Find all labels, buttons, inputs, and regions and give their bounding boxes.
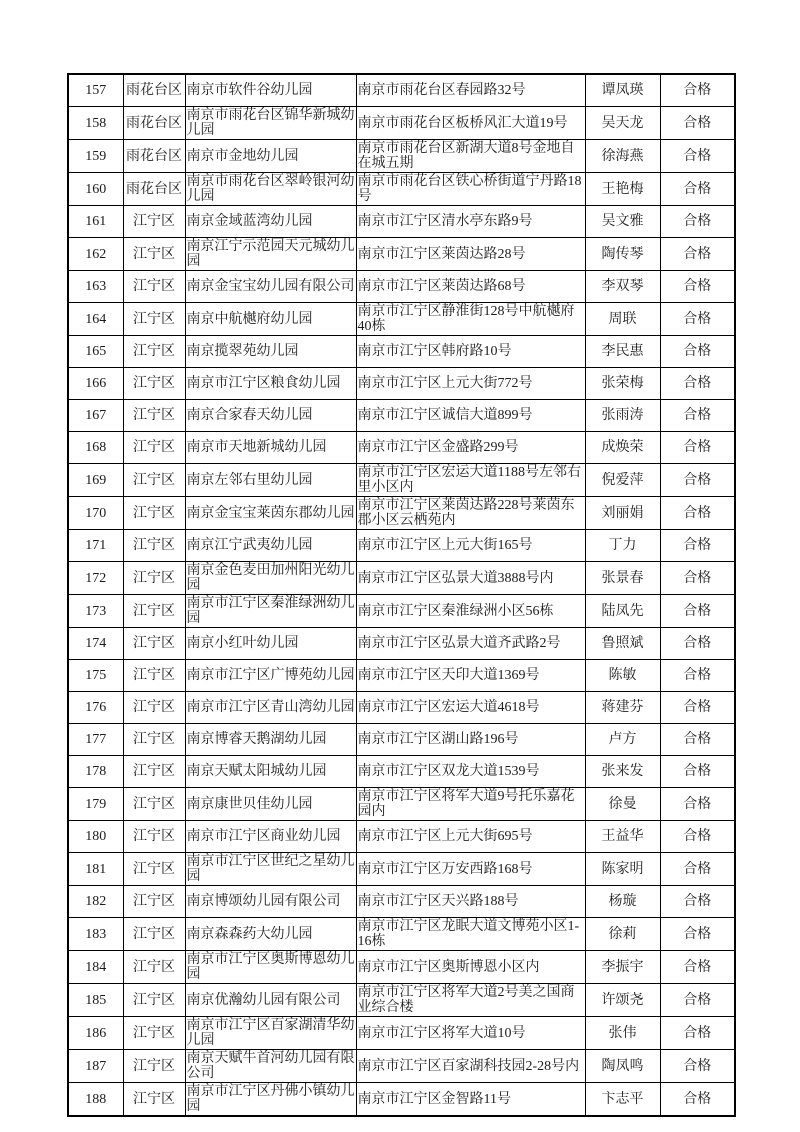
cell-person: 鲁照斌 — [585, 628, 660, 660]
cell-district: 江宁区 — [123, 756, 185, 788]
table-row — [68, 595, 735, 628]
table-row — [68, 853, 735, 886]
cell-district: 江宁区 — [123, 595, 185, 628]
cell-name: 南京天赋太阳城幼儿园 — [185, 756, 356, 788]
cell-person: 陶传琴 — [585, 238, 660, 271]
table-row — [68, 336, 735, 368]
table-row — [68, 628, 735, 660]
cell-address: 南京市江宁区宏运大道1188号左邻右里小区内 — [356, 464, 585, 497]
cell-status: 合格 — [660, 562, 735, 595]
cell-no: 162 — [68, 238, 123, 271]
cell-address: 南京市江宁区莱茵达路228号莱茵东郡小区云栖苑内 — [356, 497, 585, 530]
cell-status: 合格 — [660, 660, 735, 692]
cell-name: 南京博颂幼儿园有限公司 — [185, 886, 356, 918]
cell-district: 江宁区 — [123, 1083, 185, 1117]
cell-address: 南京市江宁区百家湖科技园2-28号内 — [356, 1050, 585, 1083]
cell-name: 南京市江宁区广博苑幼儿园 — [185, 660, 356, 692]
cell-name: 南京中航樾府幼儿园 — [185, 303, 356, 336]
cell-status: 合格 — [660, 595, 735, 628]
cell-person: 蒋建芬 — [585, 692, 660, 724]
cell-status: 合格 — [660, 886, 735, 918]
cell-no: 157 — [68, 74, 123, 107]
cell-person: 王益华 — [585, 821, 660, 853]
cell-address: 南京市江宁区宏运大道4618号 — [356, 692, 585, 724]
cell-no: 167 — [68, 400, 123, 432]
table-row — [68, 1050, 735, 1083]
cell-person: 陶凤鸣 — [585, 1050, 660, 1083]
cell-address: 南京市江宁区秦淮绿洲小区56栋 — [356, 595, 585, 628]
cell-district: 江宁区 — [123, 562, 185, 595]
cell-status: 合格 — [660, 918, 735, 951]
table-row — [68, 1017, 735, 1050]
cell-district: 江宁区 — [123, 886, 185, 918]
cell-name: 南京优瀚幼儿园有限公司 — [185, 984, 356, 1017]
cell-address: 南京市江宁区莱茵达路68号 — [356, 271, 585, 303]
cell-name: 南京市江宁区青山湾幼儿园 — [185, 692, 356, 724]
cell-address: 南京市江宁区弘景大道齐武路2号 — [356, 628, 585, 660]
cell-no: 180 — [68, 821, 123, 853]
cell-person: 陈敏 — [585, 660, 660, 692]
cell-person: 张荣梅 — [585, 368, 660, 400]
cell-no: 170 — [68, 497, 123, 530]
cell-district: 江宁区 — [123, 432, 185, 464]
table-row — [68, 140, 735, 173]
table-row — [68, 238, 735, 271]
cell-district: 江宁区 — [123, 821, 185, 853]
cell-address: 南京市江宁区上元大街695号 — [356, 821, 585, 853]
cell-district: 江宁区 — [123, 336, 185, 368]
cell-person: 徐曼 — [585, 788, 660, 821]
cell-address: 南京市江宁区诚信大道899号 — [356, 400, 585, 432]
table-row — [68, 368, 735, 400]
cell-address: 南京市江宁区龙眠大道文博苑小区1-16栋 — [356, 918, 585, 951]
cell-address: 南京市江宁区莱茵达路28号 — [356, 238, 585, 271]
cell-status: 合格 — [660, 530, 735, 562]
cell-status: 合格 — [660, 206, 735, 238]
table-row — [68, 271, 735, 303]
cell-person: 王艳梅 — [585, 173, 660, 206]
table-row — [68, 788, 735, 821]
cell-district: 江宁区 — [123, 530, 185, 562]
cell-person: 刘丽娟 — [585, 497, 660, 530]
cell-district: 江宁区 — [123, 464, 185, 497]
cell-person: 陆凤先 — [585, 595, 660, 628]
cell-person: 陈家明 — [585, 853, 660, 886]
cell-person: 杨璇 — [585, 886, 660, 918]
table-row — [68, 562, 735, 595]
cell-person: 张来发 — [585, 756, 660, 788]
cell-district: 江宁区 — [123, 497, 185, 530]
table-row — [68, 74, 735, 107]
cell-name: 南京金宝宝幼儿园有限公司 — [185, 271, 356, 303]
cell-no: 175 — [68, 660, 123, 692]
cell-no: 186 — [68, 1017, 123, 1050]
cell-no: 160 — [68, 173, 123, 206]
cell-status: 合格 — [660, 1083, 735, 1117]
cell-district: 江宁区 — [123, 400, 185, 432]
table-row — [68, 756, 735, 788]
cell-no: 184 — [68, 951, 123, 984]
kindergarten-inspection-table — [67, 73, 736, 1117]
cell-status: 合格 — [660, 140, 735, 173]
cell-no: 173 — [68, 595, 123, 628]
table-row — [68, 660, 735, 692]
cell-district: 江宁区 — [123, 368, 185, 400]
cell-no: 188 — [68, 1083, 123, 1117]
cell-name: 南京江宁示范园天元城幼儿园 — [186, 239, 355, 269]
table-body — [68, 74, 735, 1116]
cell-no: 181 — [68, 853, 123, 886]
cell-address: 南京市江宁区湖山路196号 — [356, 724, 585, 756]
cell-status: 合格 — [660, 724, 735, 756]
cell-no: 177 — [68, 724, 123, 756]
cell-person: 丁力 — [585, 530, 660, 562]
cell-person: 倪爱萍 — [585, 464, 660, 497]
cell-status: 合格 — [660, 400, 735, 432]
table-row — [68, 918, 735, 951]
cell-status: 合格 — [660, 853, 735, 886]
cell-district: 江宁区 — [123, 853, 185, 886]
cell-name: 南京金色麦田加州阳光幼儿园 — [186, 563, 355, 593]
cell-address: 南京市江宁区将军大道2号美之国商业综合楼 — [356, 984, 585, 1017]
cell-district: 江宁区 — [123, 724, 185, 756]
cell-name: 南京揽翠苑幼儿园 — [185, 336, 356, 368]
cell-person: 徐莉 — [585, 918, 660, 951]
cell-person: 许颂尧 — [585, 984, 660, 1017]
cell-district: 江宁区 — [123, 1017, 185, 1050]
cell-district: 江宁区 — [123, 918, 185, 951]
table-row — [68, 107, 735, 140]
cell-district: 江宁区 — [123, 660, 185, 692]
cell-person: 张景春 — [585, 562, 660, 595]
table-row — [68, 1083, 735, 1117]
cell-name: 南京小红叶幼儿园 — [185, 628, 356, 660]
cell-no: 165 — [68, 336, 123, 368]
cell-address: 南京市雨花台区铁心桥街道宁丹路18号 — [356, 173, 585, 206]
cell-district: 江宁区 — [123, 692, 185, 724]
cell-no: 166 — [68, 368, 123, 400]
cell-status: 合格 — [660, 497, 735, 530]
cell-address: 南京市江宁区上元大街772号 — [356, 368, 585, 400]
table-row — [68, 886, 735, 918]
cell-status: 合格 — [660, 303, 735, 336]
cell-no: 171 — [68, 530, 123, 562]
cell-address: 南京市江宁区双龙大道1539号 — [356, 756, 585, 788]
cell-no: 161 — [68, 206, 123, 238]
cell-no: 187 — [68, 1050, 123, 1083]
cell-no: 179 — [68, 788, 123, 821]
cell-address: 南京市雨花台区板桥风汇大道19号 — [356, 107, 585, 140]
cell-name: 南京市江宁区秦淮绿洲幼儿园 — [186, 596, 355, 626]
cell-no: 159 — [68, 140, 123, 173]
cell-person: 卞志平 — [585, 1083, 660, 1117]
cell-status: 合格 — [660, 368, 735, 400]
table-row — [68, 173, 735, 206]
cell-name: 南京博睿天鹅湖幼儿园 — [185, 724, 356, 756]
cell-name: 南京市江宁区丹佛小镇幼儿园 — [186, 1084, 355, 1114]
cell-address: 南京市江宁区韩府路10号 — [356, 336, 585, 368]
cell-status: 合格 — [660, 692, 735, 724]
cell-address: 南京市江宁区金智路11号 — [356, 1083, 585, 1117]
table-row — [68, 464, 735, 497]
cell-name: 南京市金地幼儿园 — [185, 140, 356, 173]
cell-no: 176 — [68, 692, 123, 724]
cell-district: 江宁区 — [123, 271, 185, 303]
cell-no: 168 — [68, 432, 123, 464]
cell-district: 江宁区 — [123, 238, 185, 271]
cell-address: 南京市江宁区天兴路188号 — [356, 886, 585, 918]
cell-status: 合格 — [660, 984, 735, 1017]
cell-status: 合格 — [660, 788, 735, 821]
cell-name: 南京天赋牛首河幼儿园有限公司 — [186, 1051, 355, 1081]
cell-no: 164 — [68, 303, 123, 336]
cell-district: 雨花台区 — [123, 74, 185, 107]
cell-person: 成焕荣 — [585, 432, 660, 464]
cell-person: 吴天龙 — [585, 107, 660, 140]
table-row — [68, 206, 735, 238]
cell-name: 南京森森药大幼儿园 — [185, 918, 356, 951]
cell-district: 江宁区 — [123, 788, 185, 821]
cell-address: 南京市江宁区上元大街165号 — [356, 530, 585, 562]
cell-address: 南京市雨花台区春园路32号 — [356, 74, 585, 107]
cell-status: 合格 — [660, 107, 735, 140]
cell-status: 合格 — [660, 1017, 735, 1050]
table-row — [68, 951, 735, 984]
table-row — [68, 432, 735, 464]
cell-address: 南京市江宁区奥斯博恩小区内 — [356, 951, 585, 984]
table-row — [68, 400, 735, 432]
cell-name: 南京市江宁区粮食幼儿园 — [185, 368, 356, 400]
cell-no: 169 — [68, 464, 123, 497]
cell-person: 周联 — [585, 303, 660, 336]
cell-no: 163 — [68, 271, 123, 303]
cell-no: 183 — [68, 918, 123, 951]
cell-name: 南京金宝宝莱茵东郡幼儿园 — [185, 497, 356, 530]
cell-address: 南京市江宁区金盛路299号 — [356, 432, 585, 464]
cell-district: 江宁区 — [123, 628, 185, 660]
cell-district: 江宁区 — [123, 1050, 185, 1083]
cell-address: 南京市江宁区弘景大道3888号内 — [356, 562, 585, 595]
cell-person: 吴文雅 — [585, 206, 660, 238]
table-row — [68, 821, 735, 853]
cell-person: 李振宇 — [585, 951, 660, 984]
cell-status: 合格 — [660, 951, 735, 984]
cell-person: 李民惠 — [585, 336, 660, 368]
cell-district: 江宁区 — [123, 984, 185, 1017]
cell-status: 合格 — [660, 173, 735, 206]
table-row — [68, 530, 735, 562]
table-row — [68, 497, 735, 530]
cell-status: 合格 — [660, 821, 735, 853]
cell-status: 合格 — [660, 1050, 735, 1083]
cell-address: 南京市雨花台区新湖大道8号金地自在城五期 — [356, 140, 585, 173]
cell-status: 合格 — [660, 271, 735, 303]
cell-no: 185 — [68, 984, 123, 1017]
cell-address: 南京市江宁区静淮街128号中航樾府40栋 — [356, 303, 585, 336]
cell-district: 江宁区 — [123, 206, 185, 238]
cell-name: 南京金域蓝湾幼儿园 — [185, 206, 356, 238]
cell-address: 南京市江宁区天印大道1369号 — [356, 660, 585, 692]
cell-name: 南京市雨花台区锦华新城幼儿园 — [186, 108, 355, 138]
cell-name: 南京市江宁区奥斯博恩幼儿园 — [186, 952, 355, 982]
cell-name: 南京市天地新城幼儿园 — [185, 432, 356, 464]
cell-name: 南京市软件谷幼儿园 — [185, 74, 356, 107]
cell-status: 合格 — [660, 756, 735, 788]
table-row — [68, 724, 735, 756]
cell-name: 南京市江宁区世纪之星幼儿园 — [186, 854, 355, 884]
table-row — [68, 303, 735, 336]
table-row — [68, 692, 735, 724]
cell-no: 182 — [68, 886, 123, 918]
cell-status: 合格 — [660, 432, 735, 464]
cell-no: 178 — [68, 756, 123, 788]
cell-no: 158 — [68, 107, 123, 140]
cell-district: 雨花台区 — [123, 140, 185, 173]
cell-name: 南京市江宁区百家湖清华幼儿园 — [186, 1018, 355, 1048]
cell-person: 徐海燕 — [585, 140, 660, 173]
cell-name: 南京左邻右里幼儿园 — [185, 464, 356, 497]
cell-district: 雨花台区 — [123, 173, 185, 206]
cell-no: 172 — [68, 562, 123, 595]
cell-address: 南京市江宁区将军大道10号 — [356, 1017, 585, 1050]
cell-district: 江宁区 — [123, 951, 185, 984]
cell-address: 南京市江宁区清水亭东路9号 — [356, 206, 585, 238]
table-row — [68, 984, 735, 1017]
cell-status: 合格 — [660, 238, 735, 271]
cell-person: 卢方 — [585, 724, 660, 756]
cell-address: 南京市江宁区万安西路168号 — [356, 853, 585, 886]
cell-name: 南京合家春天幼儿园 — [185, 400, 356, 432]
cell-person: 张雨涛 — [585, 400, 660, 432]
cell-person: 谭凤瑛 — [585, 74, 660, 107]
cell-district: 雨花台区 — [123, 107, 185, 140]
cell-name: 南京康世贝佳幼儿园 — [185, 788, 356, 821]
cell-person: 李双琴 — [585, 271, 660, 303]
cell-status: 合格 — [660, 628, 735, 660]
cell-status: 合格 — [660, 336, 735, 368]
cell-address: 南京市江宁区将军大道9号托乐嘉花园内 — [356, 788, 585, 821]
cell-name: 南京市雨花台区翠岭银河幼儿园 — [186, 174, 355, 204]
cell-district: 江宁区 — [123, 303, 185, 336]
cell-person: 张伟 — [585, 1017, 660, 1050]
cell-no: 174 — [68, 628, 123, 660]
cell-status: 合格 — [660, 74, 735, 107]
cell-status: 合格 — [660, 464, 735, 497]
cell-name: 南京江宁武夷幼儿园 — [185, 530, 356, 562]
cell-name: 南京市江宁区商业幼儿园 — [185, 821, 356, 853]
